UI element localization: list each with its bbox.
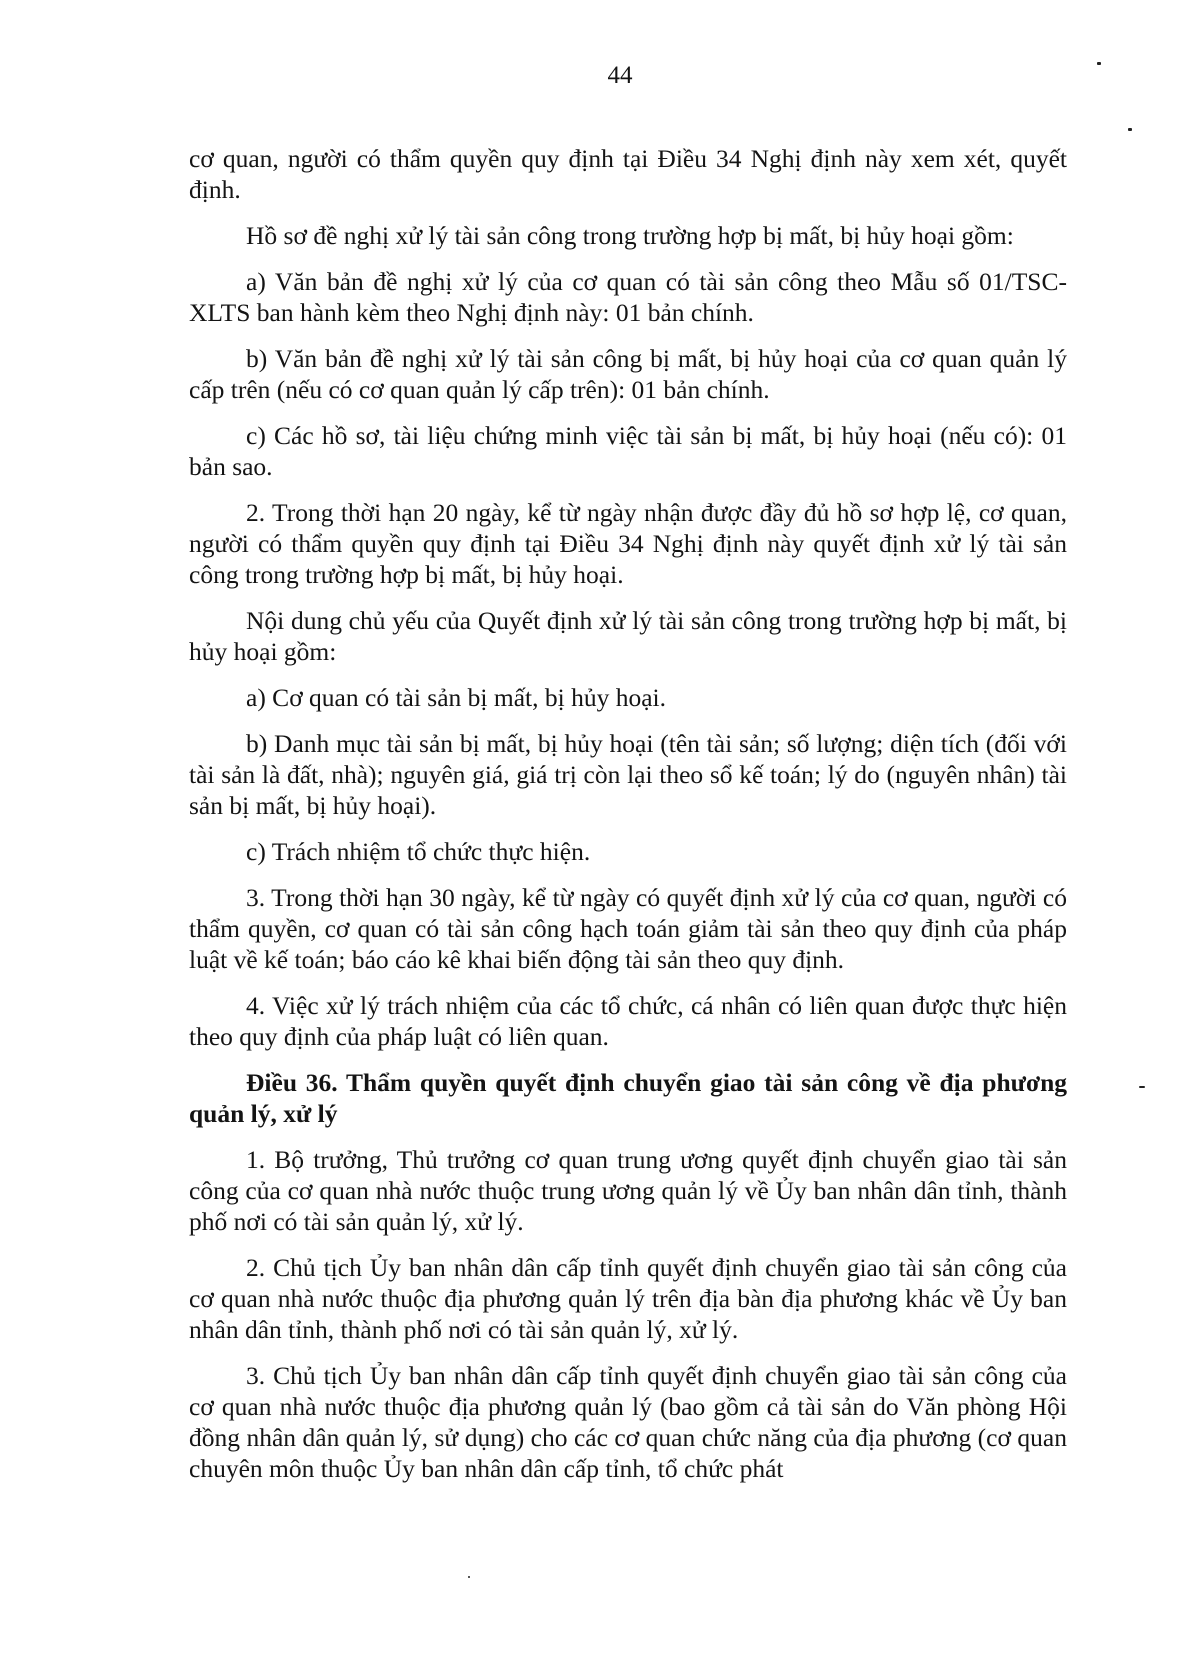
paragraph-decision-item-b: b) Danh mục tài sản bị mất, bị hủy hoại (tên tài sản; số lượng; diện tích (đối với tài sản là đất, nhà); nguyên giá, giá trị còn lại theo sổ kế toán; lý do (nguyên nhân) tài sản bị mất, bị hủy hoại).	[189, 729, 1067, 820]
paragraph-item-a: a) Văn bản đề nghị xử lý của cơ quan có tài sản công theo Mẫu số 01/TSC-XLTS ban hành kèm theo Nghị định này: 01 bản chính.	[189, 267, 1067, 327]
page-number: 44	[607, 62, 633, 89]
paragraph-article-36-clause-3: 3. Chủ tịch Ủy ban nhân dân cấp tỉnh quyết định chuyển giao tài sản công của cơ quan nhà nước thuộc địa phương quản lý (bao gồm cả tài sản do Văn phòng Hội đồng nhân dân quản lý, sử dụng) cho các cơ quan chức năng của địa phương (cơ quan chuyên môn thuộc Ủy ban nhân dân cấp tỉnh, tổ chức phát	[189, 1361, 1067, 1483]
scan-speck	[1097, 62, 1101, 65]
paragraph-item-b: b) Văn bản đề nghị xử lý tài sản công bị mất, bị hủy hoại của cơ quan quản lý cấp trên (nếu có cơ quan quản lý cấp trên): 01 bản chính.	[189, 344, 1067, 404]
article-36-heading: Điều 36. Thẩm quyền quyết định chuyển giao tài sản công về địa phương quản lý, xử lý	[189, 1068, 1067, 1128]
paragraph-clause-3: 3. Trong thời hạn 30 ngày, kể từ ngày có quyết định xử lý của cơ quan, người có thẩm quyền, cơ quan có tài sản công hạch toán giảm tài sản theo quy định của pháp luật về kế toán; báo cáo kê khai biến động tài sản theo quy định.	[189, 883, 1067, 974]
paragraph-decision-content-intro: Nội dung chủ yếu của Quyết định xử lý tài sản công trong trường hợp bị mất, bị hủy hoại gồm:	[189, 606, 1067, 666]
paragraph-dossier-intro: Hồ sơ đề nghị xử lý tài sản công trong trường hợp bị mất, bị hủy hoại gồm:	[246, 221, 1014, 250]
document-body	[189, 143, 1067, 1499]
paragraph-clause-2: 2. Trong thời hạn 20 ngày, kể từ ngày nhận được đầy đủ hồ sơ hợp lệ, cơ quan, người có thẩm quyền quy định tại Điều 34 Nghị định này quyết định xử lý tài sản công trong trường hợp bị mất, bị hủy hoại.	[189, 498, 1067, 589]
paragraph-article-36-clause-2: 2. Chủ tịch Ủy ban nhân dân cấp tỉnh quyết định chuyển giao tài sản công của cơ quan nhà nước thuộc địa phương quản lý trên địa bàn địa phương khác về Ủy ban nhân dân tỉnh, thành phố nơi có tài sản quản lý, xử lý.	[189, 1253, 1067, 1344]
scan-speck	[1139, 1086, 1145, 1088]
paragraph-continuation: cơ quan, người có thẩm quyền quy định tại Điều 34 Nghị định này xem xét, quyết định.	[189, 144, 1067, 204]
paragraph-decision-item-c: c) Trách nhiệm tổ chức thực hiện.	[246, 837, 591, 866]
scan-speck	[468, 1576, 470, 1578]
scan-speck	[1128, 128, 1132, 131]
paragraph-decision-item-a: a) Cơ quan có tài sản bị mất, bị hủy hoại.	[246, 683, 666, 712]
paragraph-item-c: c) Các hồ sơ, tài liệu chứng minh việc tài sản bị mất, bị hủy hoại (nếu có): 01 bản sao.	[189, 421, 1067, 481]
paragraph-article-36-clause-1: 1. Bộ trưởng, Thủ trưởng cơ quan trung ương quyết định chuyển giao tài sản công của cơ quan nhà nước thuộc trung ương quản lý về Ủy ban nhân dân tỉnh, thành phố nơi có tài sản quản lý, xử lý.	[189, 1145, 1067, 1236]
paragraph-clause-4: 4. Việc xử lý trách nhiệm của các tổ chức, cá nhân có liên quan được thực hiện theo quy định của pháp luật có liên quan.	[189, 991, 1067, 1051]
